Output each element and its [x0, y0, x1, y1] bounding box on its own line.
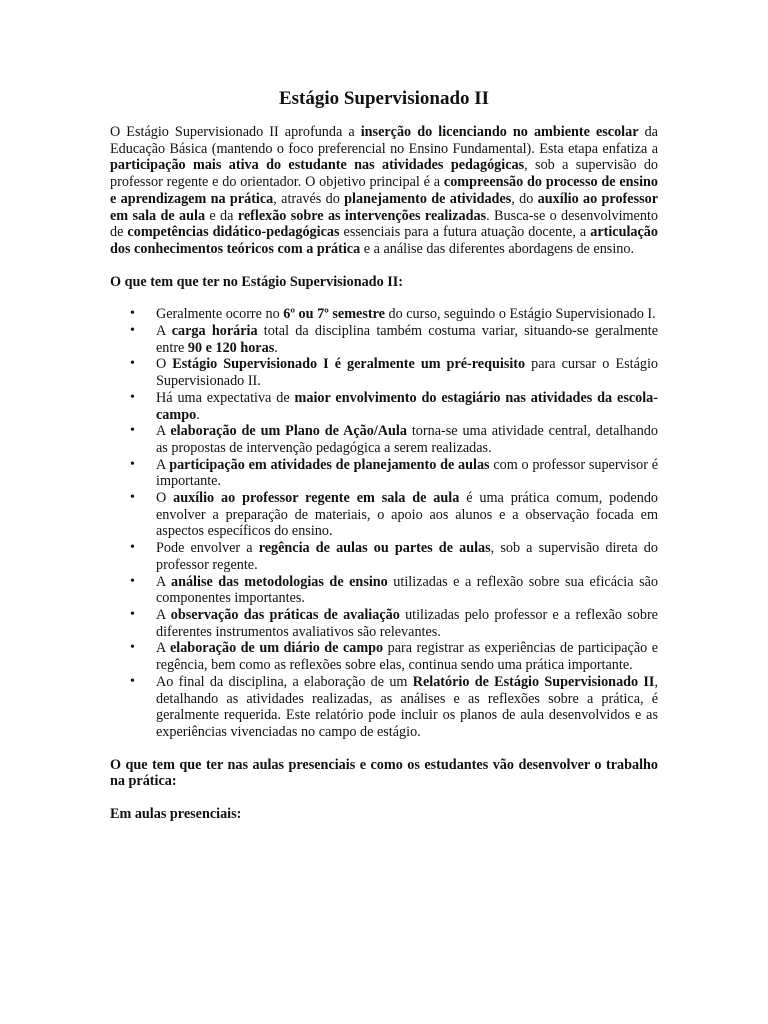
text-run: essenciais para a futura atuação docente, a [339, 224, 591, 241]
bold-text: compreensão do processo de ensino e aprendizagem na prática [110, 174, 658, 207]
bold-text: elaboração de um Plano de Ação/Aula [170, 423, 407, 440]
list-item [110, 390, 658, 423]
bold-text: regência de aulas ou partes de aulas [258, 540, 491, 557]
text-run: , através do [273, 190, 345, 207]
text-run: Geralmente ocorre no [156, 306, 284, 323]
bold-text: participação mais ativa do estudante nas atividades pedagógicas [110, 157, 525, 174]
list-item [110, 423, 658, 456]
bold-text: Relatório de Estágio Supervisionado II [412, 673, 655, 690]
text-run: é uma prática comum, podendo envolver a preparação de materiais, o apoio aos alunos e a observação focada em aspectos específicos do ensino. [156, 490, 659, 540]
text-run: A [156, 606, 171, 623]
text-run: A [156, 456, 170, 473]
text-run: A [156, 640, 170, 657]
document-title: Estágio Supervisionado II [278, 88, 490, 109]
text-run: , sob a supervisão do professor regente e do orientador. O objetivo principal é a [110, 157, 659, 191]
document-page [110, 0, 658, 823]
bold-text: planejamento de atividades [344, 190, 512, 207]
bold-text: articulação dos conhecimentos teóricos com a prática [110, 224, 658, 257]
text-run: . Busca-se o desenvolvimento de [110, 207, 658, 241]
bold-text: reflexão sobre as intervenções realizadas [237, 207, 487, 224]
bold-text: participação em atividades de planejamento de aulas [169, 456, 490, 473]
section-heading-requirements: O que tem que ter no Estágio Supervisionado II: [110, 273, 403, 290]
text-run: e da [205, 207, 238, 224]
bold-text: Estágio Supervisionado I é geralmente um pré-requisito [172, 356, 526, 373]
bold-text: carga horária [171, 323, 258, 340]
list-item [110, 490, 658, 540]
text-run: O Estágio Supervisionado II aprofunda a [110, 124, 361, 140]
text-run: , detalhando as atividades realizadas, as análises e as reflexões sobre a prática, é geralmente requerida. Este relatório pode incluir os planos de aula desenvolvidos e as experiências vivenciadas no campo de estágio. [156, 673, 658, 740]
text-run: Pode envolver a [156, 540, 259, 557]
text-run: A [156, 423, 171, 440]
bold-text: auxílio ao professor regente em sala de aula [173, 490, 460, 507]
list-item [110, 607, 658, 640]
text-run: . [196, 406, 200, 423]
bold-text: auxílio ao professor em sala de aula [110, 190, 658, 224]
bold-text: maior envolvimento do estagiário nas atividades da escola-campo [156, 389, 659, 423]
text-run: , sob a supervisão direta do professor regente. [156, 540, 658, 573]
list-item [110, 323, 658, 356]
bold-text: competências didático-pedagógicas [127, 224, 340, 241]
text-run: , do [511, 190, 538, 207]
text-run: A [156, 323, 172, 340]
requirements-list [110, 306, 658, 740]
text-run: O [156, 490, 174, 507]
section-heading-in-presential: Em aulas presenciais: [110, 806, 242, 823]
text-run: Há uma expectativa de [156, 389, 295, 406]
text-run: da Educação Básica (mantendo o foco preferencial no Ensino Fundamental). Esta etapa enfatiza a [110, 124, 658, 157]
text-run: e a análise das diferentes abordagens de ensino. [360, 240, 634, 257]
list-item [110, 574, 658, 607]
text-run: utilizadas e a reflexão sobre sua eficácia são componentes importantes. [156, 573, 658, 607]
section-heading-presential-classes: O que tem que ter nas aulas presenciais e como os estudantes vão desenvolver o trabalho na prática: [110, 756, 658, 790]
text-run: total da disciplina também costuma variar, situando-se geralmente entre [156, 323, 658, 356]
text-run: do curso, seguindo o Estágio Supervisionado I. [384, 306, 656, 323]
bold-text: observação das práticas de avaliação [170, 606, 400, 623]
list-item [110, 457, 658, 490]
list-item [110, 640, 658, 673]
text-run: utilizadas pelo professor e a reflexão sobre diferentes instrumentos avaliativos são relevantes. [156, 606, 658, 640]
text-run: torna-se uma atividade central, detalhando as propostas de intervenção pedagógica a serem realizadas. [156, 423, 658, 456]
text-run: A [156, 573, 171, 590]
list-item [110, 356, 658, 389]
intro-paragraph [110, 124, 658, 258]
bold-text: 90 e 120 horas [187, 339, 275, 356]
text-run: O [156, 356, 173, 373]
text-run: Ao final da disciplina, a elaboração de um [156, 673, 413, 690]
bold-text: elaboração de um diário de campo [169, 640, 384, 657]
list-item [110, 306, 658, 323]
list-item [110, 674, 658, 741]
text-run: com o professor supervisor é importante. [156, 456, 658, 490]
list-item [110, 540, 658, 573]
bold-text: análise das metodologias de ensino [170, 573, 388, 590]
text-run: para registrar as experiências de participação e regência, bem como as reflexões sobre elas, continua sendo uma prática importante. [156, 640, 658, 674]
bold-text: 6º ou 7º semestre [283, 306, 385, 323]
bold-text: inserção do licenciando no ambiente escolar [360, 124, 639, 140]
text-run: . [274, 339, 278, 356]
text-run: para cursar o Estágio Supervisionado II. [156, 356, 658, 390]
